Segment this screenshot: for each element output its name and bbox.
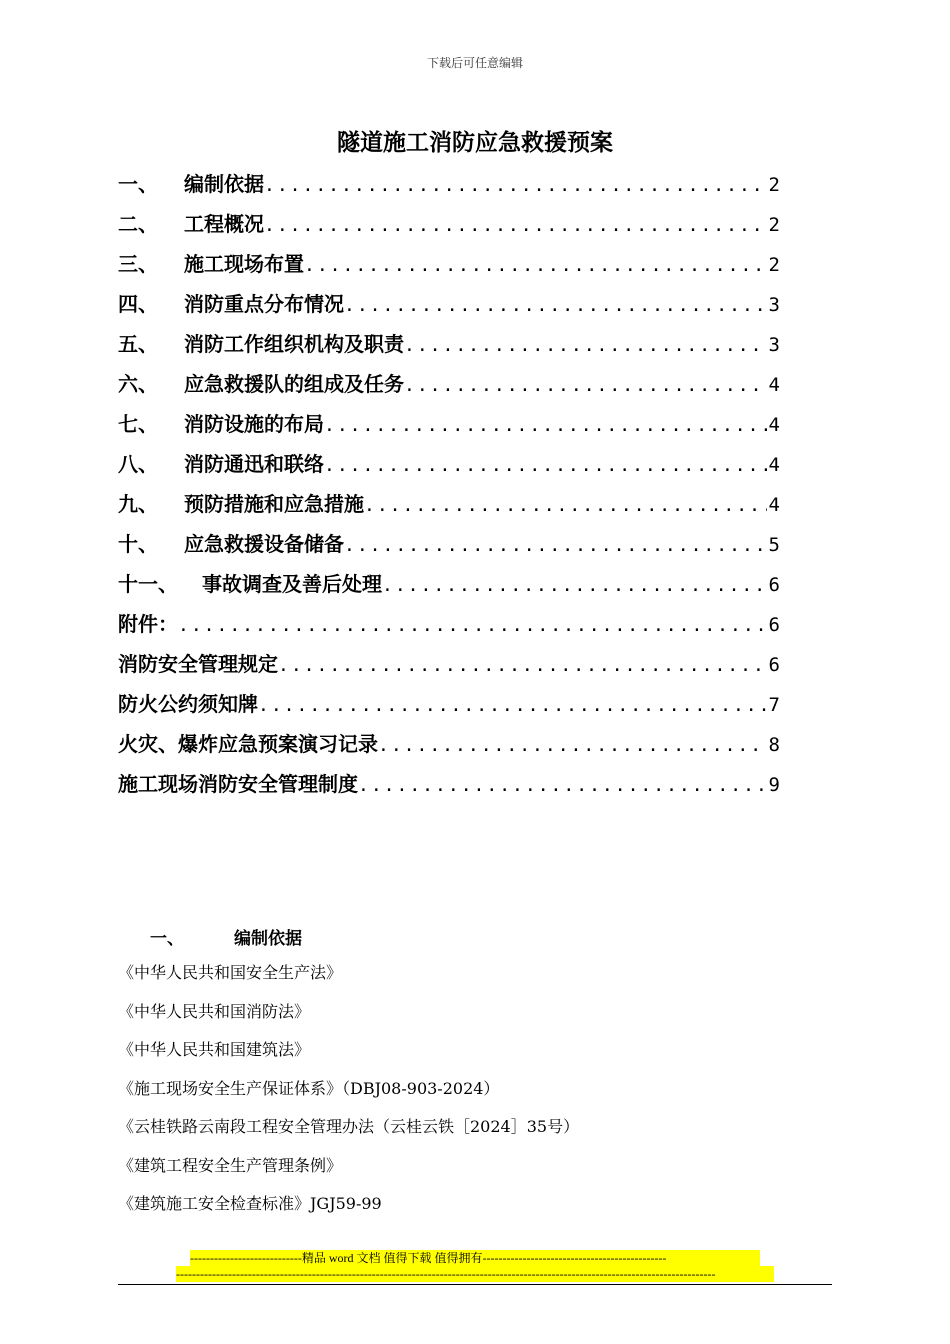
toc-page-number: 2 [768, 214, 780, 236]
toc-page-number: 2 [768, 254, 780, 276]
toc-text: 附件： [118, 612, 178, 636]
section-heading [150, 924, 302, 949]
toc-leader-dots [304, 255, 767, 276]
toc-text: 应急救援队的组成及任务 [184, 372, 404, 396]
toc-leader-dots [264, 215, 767, 236]
toc-entry[interactable] [118, 328, 780, 368]
list-item: 《云桂铁路云南段工程安全管理办法（云桂云铁［2024］35号） [118, 1117, 580, 1136]
toc-page-number: 3 [768, 294, 780, 316]
toc-text: 工程概况 [184, 212, 264, 236]
toc-leader-dots [378, 735, 767, 756]
toc-entry[interactable] [118, 768, 780, 808]
toc-entry[interactable] [118, 248, 780, 288]
toc-leader-dots [278, 655, 767, 676]
toc-number: 二、 [118, 212, 158, 236]
toc-leader-dots [324, 415, 767, 436]
toc-page-number: 9 [768, 774, 780, 796]
toc-page-number: 7 [768, 694, 780, 716]
toc-page-number: 4 [768, 454, 780, 476]
toc-number: 六、 [118, 372, 158, 396]
toc-leader-dots [404, 335, 767, 356]
toc-number: 四、 [118, 292, 158, 316]
toc-page-number: 6 [768, 654, 780, 676]
toc-text: 火灾、爆炸应急预案演习记录 [118, 732, 378, 756]
toc-number: 五、 [118, 332, 158, 356]
toc-number: 九、 [118, 492, 158, 516]
toc-page-number: 2 [768, 174, 780, 196]
toc-text: 防火公约须知牌 [118, 692, 258, 716]
list-item: 《建筑工程安全生产管理条例》 [118, 1155, 343, 1175]
toc-number: 三、 [118, 252, 158, 276]
toc-entry[interactable] [118, 448, 780, 488]
toc-entry[interactable] [118, 168, 780, 208]
toc-entry[interactable] [118, 408, 780, 448]
toc-leader-dots [264, 175, 767, 196]
toc-text: 消防通迅和联络 [184, 452, 324, 476]
toc-text: 编制依据 [184, 172, 264, 196]
list-item: 《中华人民共和国消防法》 [118, 1001, 311, 1021]
toc-text: 消防安全管理规定 [118, 652, 278, 676]
toc-page-number: 6 [768, 614, 780, 636]
toc-number: 八、 [118, 452, 158, 476]
toc-entry[interactable] [118, 728, 780, 768]
toc-leader-dots [178, 615, 767, 636]
toc-leader-dots [344, 535, 767, 556]
list-item: 《建筑施工安全检查标准》JGJ59-99 [118, 1194, 382, 1213]
toc-text: 消防工作组织机构及职责 [184, 332, 404, 356]
toc-leader-dots [258, 695, 767, 716]
toc-leader-dots [324, 455, 767, 476]
toc-page-number: 4 [768, 374, 780, 396]
toc-entry[interactable] [118, 288, 780, 328]
toc-page-number: 4 [768, 414, 780, 436]
list-item: 《施工现场安全生产保证体系》（DBJ08-903-2024） [118, 1078, 500, 1098]
toc-page-number: 4 [768, 494, 780, 516]
toc-leader-dots [404, 375, 767, 396]
toc-number: 十一、 [118, 572, 178, 596]
toc-text: 消防重点分布情况 [184, 292, 344, 316]
toc-text: 应急救援设备储备 [184, 532, 344, 556]
toc-number: 七、 [118, 412, 158, 436]
toc-entry[interactable] [118, 488, 780, 528]
toc-page-number: 5 [768, 534, 780, 556]
toc-leader-dots [382, 575, 767, 596]
toc-text: 施工现场布置 [184, 252, 304, 276]
toc-number: 十、 [118, 532, 158, 556]
toc-entry[interactable] [118, 608, 780, 648]
footer-banner [118, 1250, 832, 1285]
list-item: 《中华人民共和国安全生产法》 [118, 963, 343, 982]
toc-entry[interactable] [118, 368, 780, 408]
list-item: 《中华人民共和国建筑法》 [118, 1040, 311, 1059]
toc-entry[interactable] [118, 208, 780, 248]
basis-list [118, 958, 818, 1228]
toc-number: 一、 [118, 172, 158, 196]
footer-divider [118, 1284, 832, 1285]
toc-text: 施工现场消防安全管理制度 [118, 772, 358, 796]
header-note: 下载后可任意编辑 [426, 56, 523, 70]
toc-entry[interactable] [118, 568, 780, 608]
toc-leader-dots [344, 295, 767, 316]
toc-leader-dots [358, 775, 767, 796]
table-of-contents [118, 168, 780, 808]
toc-page-number: 3 [768, 334, 780, 356]
toc-text: 预防措施和应急措施 [184, 492, 364, 516]
toc-entry[interactable] [118, 648, 780, 688]
footer-banner-line: --------------------------------------------------------------------------------------------------------------------------------------- [176, 1266, 774, 1282]
document-title: 隧道施工消防应急救援预案 [337, 129, 613, 156]
toc-leader-dots [364, 495, 767, 516]
toc-page-number: 6 [768, 574, 780, 596]
toc-text: 事故调查及善后处理 [202, 572, 382, 596]
toc-entry[interactable] [118, 528, 780, 568]
section-number: 一、 [150, 929, 184, 949]
section-title: 编制依据 [234, 929, 302, 949]
toc-text: 消防设施的布局 [184, 412, 324, 436]
toc-page-number: 8 [768, 734, 780, 756]
toc-entry[interactable] [118, 688, 780, 728]
footer-banner-line: ----------------------------精品 word 文档 值得下载 值得拥有---------------------------------------------- [190, 1250, 760, 1266]
